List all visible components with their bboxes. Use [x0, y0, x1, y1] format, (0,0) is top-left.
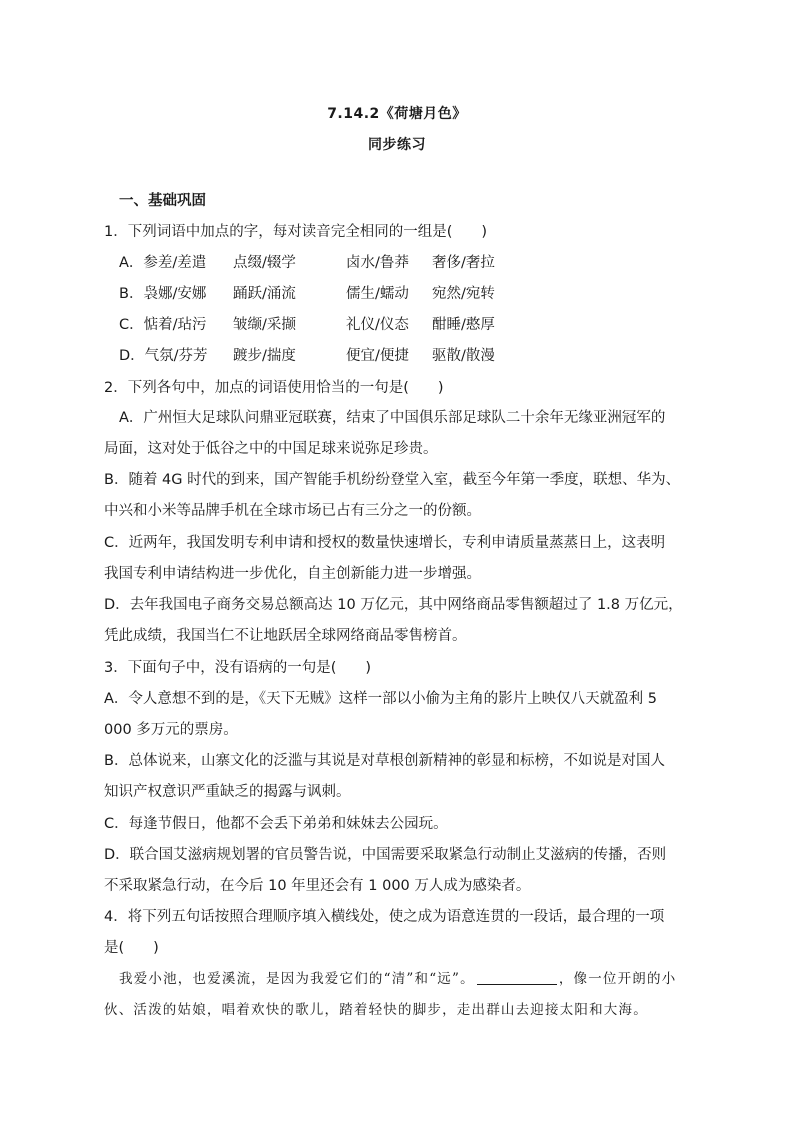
option-c-pair-4: 酣睡/憨厚: [432, 317, 495, 333]
question-3-option-a-line-1: A．令人意想不到的是，《天下无贼》这样一部以小偷为主角的影片上映仅八天就盈利 5: [104, 691, 658, 707]
section-heading-basics: 一、基础巩固: [119, 193, 206, 209]
question-2-option-a-line-1: A．广州恒大足球队问鼎亚冠联赛，结束了中国俱乐部足球队二十余年无缘亚洲冠军的: [119, 410, 666, 426]
option-a-pair-2: 点缀/辍学: [233, 255, 296, 271]
question-2-option-b-line-2: 中兴和小米等品牌手机在全球市场已占有三分之一的份额。: [104, 503, 481, 519]
option-d-pair-2: 踱步/揣度: [233, 348, 296, 364]
question-4-passage-line-2: 伙、活泼的姑娘，唱着欢快的歌儿，踏着轻快的脚步，走出群山去迎接太阳和大海。: [104, 1002, 648, 1018]
question-3-option-a-line-2: 000 多万元的票房。: [104, 722, 238, 738]
question-3-option-d-line-1: D．联合国艾滋病规划署的官员警告说，中国需要采取紧急行动制止艾滋病的传播，否则: [104, 847, 667, 863]
option-a-pair-3: 卤水/鲁莽: [346, 255, 409, 271]
option-c-pair-1: C．惦着/玷污: [119, 317, 207, 333]
document-title: 7.14.2《荷塘月色》: [327, 106, 467, 122]
option-b-pair-1: B．袅娜/安娜: [119, 286, 207, 302]
option-b-pair-3: 儒生/蠕动: [346, 286, 409, 302]
document-subtitle: 同步练习: [368, 137, 426, 153]
question-2-option-d-line-1: D．去年我国电子商务交易总额高达 10 万亿元，其中网络商品零售额超过了 1.8 万亿元，: [104, 597, 683, 613]
option-d-pair-3: 便宜/便捷: [346, 348, 409, 364]
question-2-option-d-line-2: 凭此成绩，我国当仁不让地跃居全球网络商品零售榜首。: [104, 628, 467, 644]
question-3-option-d-line-2: 不采取紧急行动，在今后 10 年里还会有 1 000 万人成为感染者。: [104, 878, 531, 894]
question-4-stem-line-2: 是( ): [104, 940, 159, 956]
option-b-pair-4: 宛然/宛转: [432, 286, 495, 302]
option-d-pair-4: 驱散/散漫: [432, 348, 495, 364]
passage-text-after-blank: ，像一位开朗的小: [558, 971, 677, 987]
option-c-pair-3: 礼仪/仪态: [346, 317, 409, 333]
answer-blank: [477, 970, 557, 985]
question-2-option-b-line-1: B．随着 4G 时代的到来，国产智能手机纷纷登堂入室，截至今年第一季度，联想、华为、: [104, 472, 681, 488]
question-3-option-c: C．每逢节假日，他都不会丢下弟弟和妹妹去公园玩。: [104, 816, 448, 832]
option-d-pair-1: D．气氛/芬芳: [119, 348, 208, 364]
question-2-stem: 2．下列各句中，加点的词语使用恰当的一句是( ): [104, 380, 444, 396]
question-2-option-a-line-2: 局面，这对处于低谷之中的中国足球来说弥足珍贵。: [104, 441, 438, 457]
question-2-option-c-line-2: 我国专利申请结构进一步优化，自主创新能力进一步增强。: [104, 566, 481, 582]
passage-text-before-blank: 我爱小池，也爱溪流，是因为我爱它们的“清”和“远”。: [119, 971, 475, 987]
option-c-pair-2: 皱缬/采撷: [233, 317, 296, 333]
question-3-option-b-line-1: B．总体说来，山寨文化的泛滥与其说是对草根创新精神的彰显和标榜，不如说是对国人: [104, 753, 665, 769]
option-a-pair-4: 奢侈/奢拉: [432, 255, 495, 271]
question-4-stem-line-1: 4．将下列五句话按照合理顺序填入横线处，使之成为语意连贯的一段话，最合理的一项: [104, 909, 665, 925]
question-4-passage-line-1: [119, 969, 676, 989]
question-1-stem: 1．下列词语中加点的字，每对读音完全相同的一组是( ): [104, 224, 488, 240]
option-b-pair-2: 踊跃/涌流: [233, 286, 296, 302]
option-a-pair-1: A．参差/差遣: [119, 255, 207, 271]
question-3-stem: 3．下面句子中，没有语病的一句是( ): [104, 660, 372, 676]
question-2-option-c-line-1: C．近两年，我国发明专利申请和授权的数量快速增长，专利申请质量蒸蒸日上，这表明: [104, 535, 666, 551]
question-3-option-b-line-2: 知识产权意识严重缺乏的揭露与讽刺。: [104, 784, 351, 800]
